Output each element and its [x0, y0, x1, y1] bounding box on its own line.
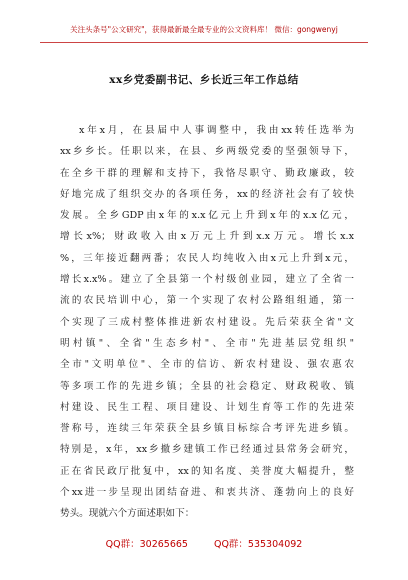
- header-divider: [40, 42, 368, 43]
- footer-qq-group-right: QQ群：535304092: [213, 539, 303, 550]
- body-line: 个实现了三成村整体推进新农村建设。先后荣获全省"文: [60, 316, 354, 328]
- footer-contacts: [40, 536, 368, 550]
- body-line: 等多项工作的先进乡镇；全县的社会稳定、财政税收、镇: [60, 380, 354, 392]
- body-line: 誉称号，连续三年荣获全县乡镇目标综合考评先进乡镇。: [60, 423, 354, 435]
- body-line: xx乡乡长。任职以来，在县、乡两级党委的坚强领导下，: [60, 146, 354, 158]
- body-line: 发展。全乡GDP由x年的x.x亿元上升到x年的x.x亿元，: [60, 210, 354, 222]
- footer-qq-group-left: QQ群：30265665: [105, 539, 188, 550]
- body-line: 增长x.x%。建立了全县第一个村级创业园，建立了全省一: [60, 274, 354, 286]
- body-line: 增长x%；财政收入由x万元上升到x.x万元。增长x.x: [60, 231, 354, 243]
- document-title: xx乡党委副书记、乡长近三年工作总结: [109, 74, 299, 86]
- body-line: 好地完成了组织交办的各项任务，xx的经济社会有了较快: [60, 188, 354, 200]
- body-line: 特别是，x年，xx乡撤乡建镇工作已经通过县常务会研究，: [60, 444, 354, 456]
- document-body: [60, 120, 354, 525]
- body-line: 村建设、民生工程、项目建设、计划生育等工作的先进荣: [60, 401, 354, 413]
- body-line: 明村镇"、全省"生态乡村"、全市"先进基层党组织": [60, 337, 354, 349]
- body-line: x年x月，在县届中人事调整中，我由xx转任选举为: [79, 125, 354, 136]
- body-line: %，三年接近翻两番；农民人均纯收入由x元上升到x元，: [60, 252, 354, 264]
- body-line: 个xx进一步呈现出团结奋进、和衷共济、蓬勃向上的良好: [60, 487, 354, 499]
- body-line: 正在省民政厅批复中，xx的知名度、美誉度大幅提升，整: [60, 465, 354, 477]
- header-banner: 关注头条号"公文研究"，获得最新最全最专业的公文资料库！ 微信：gongwenyj: [70, 25, 338, 34]
- body-line: 流的农民培训中心，第一个实现了农村公路组组通，第一: [60, 295, 354, 307]
- body-line: 全市"文明单位"、全市的信访、新农村建设、强农惠农: [60, 359, 354, 371]
- body-line: 在全乡干群的理解和支持下，我恪尽职守、勤政廉政，较: [60, 167, 354, 179]
- body-line: 势头。现就六个方面述职如下：: [60, 508, 195, 520]
